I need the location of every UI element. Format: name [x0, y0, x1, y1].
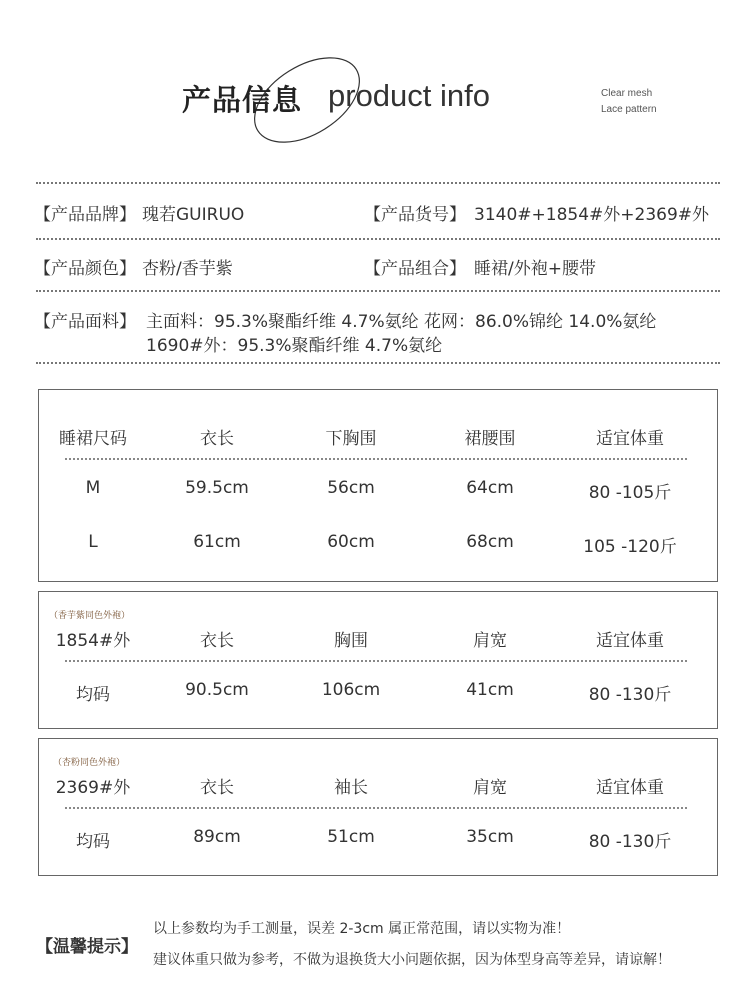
table-header: 2369#外	[55, 778, 131, 798]
table-cell: 均码	[76, 685, 110, 705]
divider	[36, 238, 720, 240]
header-divider	[65, 807, 687, 809]
table-cell: 41cm	[466, 680, 514, 700]
size-table-robe-1854	[38, 591, 718, 729]
header	[0, 0, 750, 170]
tag-line-1: Clear mesh	[601, 88, 653, 99]
page-title-cn: 产品信息	[182, 83, 303, 117]
table-note: （杏粉同色外袍）	[53, 758, 126, 768]
table-cell: 61cm	[193, 532, 241, 552]
tips-label: 【温馨提示】	[36, 937, 138, 957]
table-cell: 80 -130斤	[588, 832, 672, 852]
color-value: 杏粉/香芋紫	[142, 259, 233, 279]
fabric-label: 【产品面料】	[34, 312, 136, 332]
page-title-en: product info	[328, 78, 490, 113]
table-cell: 60cm	[327, 532, 375, 552]
size-table-nightdress	[38, 389, 718, 582]
table-cell: 89cm	[193, 827, 241, 847]
table-cell: 105 -120斤	[583, 537, 677, 557]
table-cell: 64cm	[466, 478, 514, 498]
combo-value: 睡裙/外袍+腰带	[474, 259, 596, 279]
tips-line-1: 以上参数均为手工测量，误差 2-3cm 属正常范围，请以实物为准！	[153, 921, 571, 937]
divider	[36, 182, 720, 184]
table-header: 适宜体重	[596, 778, 664, 798]
header-divider	[65, 458, 687, 460]
table-cell: 均码	[76, 832, 110, 852]
combo-label: 【产品组合】	[364, 259, 466, 279]
table-cell: 35cm	[466, 827, 514, 847]
table-header: 肩宽	[473, 778, 507, 798]
table-note: （香芋紫同色外袍）	[49, 611, 131, 621]
table-header: 下胸围	[325, 429, 377, 449]
tips-line-2: 建议体重只做为参考，不做为退换货大小问题依据，因为体型身高等差异，请谅解！	[153, 952, 671, 968]
table-cell: M	[85, 478, 101, 498]
table-cell: 106cm	[321, 680, 381, 700]
table-cell: 56cm	[327, 478, 375, 498]
table-header: 袖长	[334, 778, 368, 798]
fabric-line-2: 1690#外：95.3%聚酯纤维 4.7%氨纶	[146, 336, 443, 356]
tag-line-2: Lace pattern	[601, 104, 657, 115]
table-header: 适宜体重	[596, 631, 664, 651]
table-cell: 51cm	[327, 827, 375, 847]
table-header: 裙腰围	[464, 429, 516, 449]
table-header: 睡裙尺码	[59, 429, 127, 449]
table-header: 肩宽	[473, 631, 507, 651]
table-cell: 59.5cm	[185, 478, 249, 498]
color-label: 【产品颜色】	[34, 259, 136, 279]
table-header: 胸围	[334, 631, 368, 651]
table-header: 衣长	[200, 778, 234, 798]
table-cell: 80 -105斤	[588, 483, 672, 503]
header-divider	[65, 660, 687, 662]
brand-value: 瑰若GUIRUO	[142, 205, 245, 225]
table-header: 1854#外	[55, 631, 131, 651]
table-cell: L	[88, 532, 98, 552]
size-table-robe-2369	[38, 738, 718, 876]
sku-label: 【产品货号】	[364, 205, 466, 225]
table-cell: 68cm	[466, 532, 514, 552]
divider	[36, 290, 720, 292]
table-header: 衣长	[200, 429, 234, 449]
table-header: 适宜体重	[596, 429, 664, 449]
brand-label: 【产品品牌】	[34, 205, 136, 225]
table-cell: 90.5cm	[185, 680, 249, 700]
fabric-line-1: 主面料：95.3%聚酯纤维 4.7%氨纶 花网：86.0%锦纶 14.0%氨纶	[146, 312, 657, 332]
table-header: 衣长	[200, 631, 234, 651]
table-cell: 80 -130斤	[588, 685, 672, 705]
sku-value: 3140#+1854#外+2369#外	[474, 205, 710, 225]
divider	[36, 362, 720, 364]
